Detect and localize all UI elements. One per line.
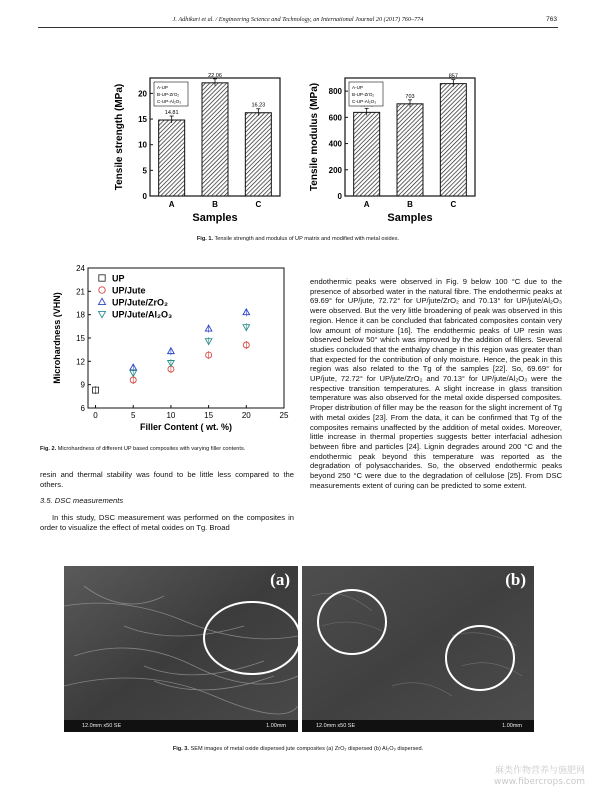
legend — [98, 274, 172, 320]
left-paragraph-1: resin and thermal stability was found to be little less compared to the others. — [40, 470, 294, 489]
data-label: 703 — [405, 93, 415, 100]
scale-info-a: 12.0mm x50 SE — [82, 723, 122, 729]
y-axis-label: Tensile strength (MPa) — [114, 83, 125, 191]
page-number: 763 — [546, 16, 557, 23]
data-label: 16.23 — [251, 102, 266, 109]
fig1-caption — [38, 236, 558, 242]
series-0 — [93, 386, 99, 394]
x-tick-label: 15 — [204, 411, 214, 420]
fig1-caption-text: Tensile strength and modulus of UP matrix and modified with metal oxides. — [214, 236, 400, 242]
left-column — [40, 470, 294, 533]
bar-B — [397, 104, 423, 196]
legend-marker — [98, 298, 105, 304]
x-tick-label: C — [450, 200, 457, 209]
microhardness-chart — [40, 262, 290, 434]
y-tick-label: 800 — [328, 87, 342, 97]
data-label: 22.06 — [208, 72, 222, 79]
scale-length-a: 1.00mm — [266, 723, 286, 729]
y-tick-label: 18 — [76, 310, 85, 320]
legend-marker — [99, 275, 105, 281]
right-column — [310, 277, 562, 490]
series-3 — [130, 323, 250, 377]
y-tick-label: 21 — [76, 287, 85, 297]
sem-image-a — [64, 566, 298, 732]
legend-entry: UP/Jute — [112, 285, 146, 296]
legend-entry: UP — [112, 273, 125, 284]
header-rule — [38, 27, 558, 28]
bar-A — [354, 112, 380, 196]
x-tick-label: A — [363, 200, 370, 209]
watermark-line-2: www.fibercrops.com — [494, 777, 585, 787]
series-1 — [130, 341, 249, 384]
y-tick-label: 200 — [328, 165, 342, 175]
watermark — [494, 766, 585, 788]
section-heading-dsc: 3.5. DSC measurements — [40, 496, 124, 506]
x-tick-label: 20 — [241, 411, 251, 420]
legend-entry: C-UP-Al₂O₃ — [157, 99, 182, 104]
y-tick-label: 9 — [80, 380, 85, 390]
legend-entry: B-UP-ZrO₂ — [352, 92, 375, 97]
bar-C — [245, 113, 271, 196]
scale-length-b: 1.00mm — [502, 723, 522, 729]
y-axis-label: Tensile modulus (MPa) — [309, 82, 320, 192]
data-label: 14.81 — [164, 110, 179, 117]
x-tick-label: B — [407, 200, 413, 209]
x-tick-label: 5 — [131, 411, 136, 420]
panel-b-label: (b) — [505, 570, 526, 589]
legend — [349, 82, 383, 106]
bar-B — [202, 83, 228, 196]
y-tick-label: 0 — [142, 192, 147, 201]
y-tick-label: 24 — [76, 264, 85, 273]
scale-info-b: 12.0mm x50 SE — [316, 723, 356, 729]
bar-C — [440, 84, 466, 196]
x-tick-label: B — [212, 200, 218, 209]
legend-entry: UP/Jute/ZrO₂ — [112, 297, 169, 308]
scale-bar-a — [64, 720, 298, 732]
fig3-caption-label: Fig. 3. — [172, 746, 189, 752]
y-tick-label: 6 — [80, 404, 85, 413]
sem-image-b — [302, 566, 534, 732]
legend-entry: B-UP-ZrO₂ — [157, 92, 180, 97]
bar-A — [159, 120, 185, 196]
legend-entry: UP/Jute/Al₂O₃ — [112, 309, 173, 320]
legend-marker — [98, 311, 105, 317]
legend-entry: A-UP — [157, 85, 168, 90]
x-axis-label: Samples — [192, 212, 238, 224]
legend-entry: C-UP-Al₂O₃ — [352, 99, 377, 104]
fig2-caption-text: Microhardness of different UP based composites with varying filler contents. — [57, 446, 246, 452]
y-axis-label: Microhardness (VHN) — [52, 292, 62, 384]
fig2-caption — [40, 446, 300, 452]
x-tick-label: 0 — [93, 411, 98, 420]
panel-a-label: (a) — [270, 570, 290, 589]
y-tick-label: 20 — [138, 89, 147, 99]
y-tick-label: 0 — [337, 192, 342, 201]
x-tick-label: A — [168, 200, 175, 209]
y-tick-label: 10 — [138, 140, 147, 150]
y-tick-label: 600 — [328, 113, 342, 123]
left-paragraph-2: In this study, DSC measurement was performed on the composites in order to visualize the effect of metal oxides on Tg. Broad — [40, 513, 294, 532]
watermark-line-1: 麻类作物营养与施肥网 — [494, 766, 585, 776]
y-tick-label: 15 — [76, 334, 85, 343]
data-label: 857 — [448, 73, 458, 80]
x-tick-label: C — [255, 200, 262, 209]
y-tick-label: 12 — [76, 357, 85, 367]
legend-marker — [99, 287, 105, 293]
fig3-caption — [38, 746, 558, 752]
x-tick-label: 25 — [279, 411, 289, 420]
legend-entry: A-UP — [352, 85, 363, 90]
legend — [154, 82, 188, 106]
scale-bar-b — [302, 720, 534, 732]
tensile-modulus-chart — [305, 72, 485, 228]
right-paragraph: endothermic peaks were observed in Fig. 9 below 100 °C due to the presence of absorbed water in the natural fibre. The endothermic peaks at 69.69° for UP/jute, 72.72° for UP/jute/ZrO₂ and 70.13° for UP/jute/Al₂O₃ were observed. But the very little broadening of peak was observed in this region. Hence it can be concluded that fabricated composites contain very low amount of moisture [16]. The endothermic peaks of UP resin was observed below 50° which was improved by the addition of fillers. Several studies concluded that the enthalpy change in this region was greater than that expected for the contribution of only moisture. Hence, the peak in this region was also related to the Tg of the samples [22]. So, 69.69° for UP/jute, 72.72° for UP/jute/ZrO₂ and 70.13° for UP/jute/Al₂O₃ were the respective transition temperatures. A slight increase in glass transition temperature was also observed for the metal oxide dispersed composites. Proper distribution of filler may be the reason for the slight increment of Tg with metal oxides [23]. From the data, it can be confirmed that Tg of the composites remains unaffected by the addition of metal oxides. Moreover, little increase in thermal properties suggests better interfacial adhesion between fibre and particles [24]. Lignin degrades around 200 °C and the endothermic peak beyond this temperature was reported as the degradation of polysaccharides. So, the observed endothermic peaks beyond 250 °C were due to the degradation of cellulose [25]. From DSC measurements extent of curing can be predicted to some extent. — [310, 277, 562, 490]
sem-texture-b — [302, 566, 534, 732]
fig2-caption-label: Fig. 2. — [40, 446, 57, 452]
y-tick-label: 5 — [142, 166, 147, 176]
x-axis-label: Filler Content ( wt. %) — [140, 422, 232, 432]
y-tick-label: 15 — [138, 115, 147, 125]
y-tick-label: 400 — [328, 139, 342, 149]
x-axis-label: Samples — [387, 212, 433, 224]
running-title: J. Adhikari et al. / Engineering Science and Technology, an International Journal 20 (2017) 760–774 — [172, 16, 424, 23]
fig1-caption-label: Fig. 1. — [196, 236, 214, 242]
x-tick-label: 10 — [166, 411, 176, 420]
fig3-caption-text: SEM images of metal oxide dispersed jute composites (a) ZrO₂ dispersed (b) Al₂O₃ dispersed. — [190, 746, 424, 752]
tensile-strength-chart — [110, 72, 290, 228]
sem-texture-a — [64, 566, 298, 732]
